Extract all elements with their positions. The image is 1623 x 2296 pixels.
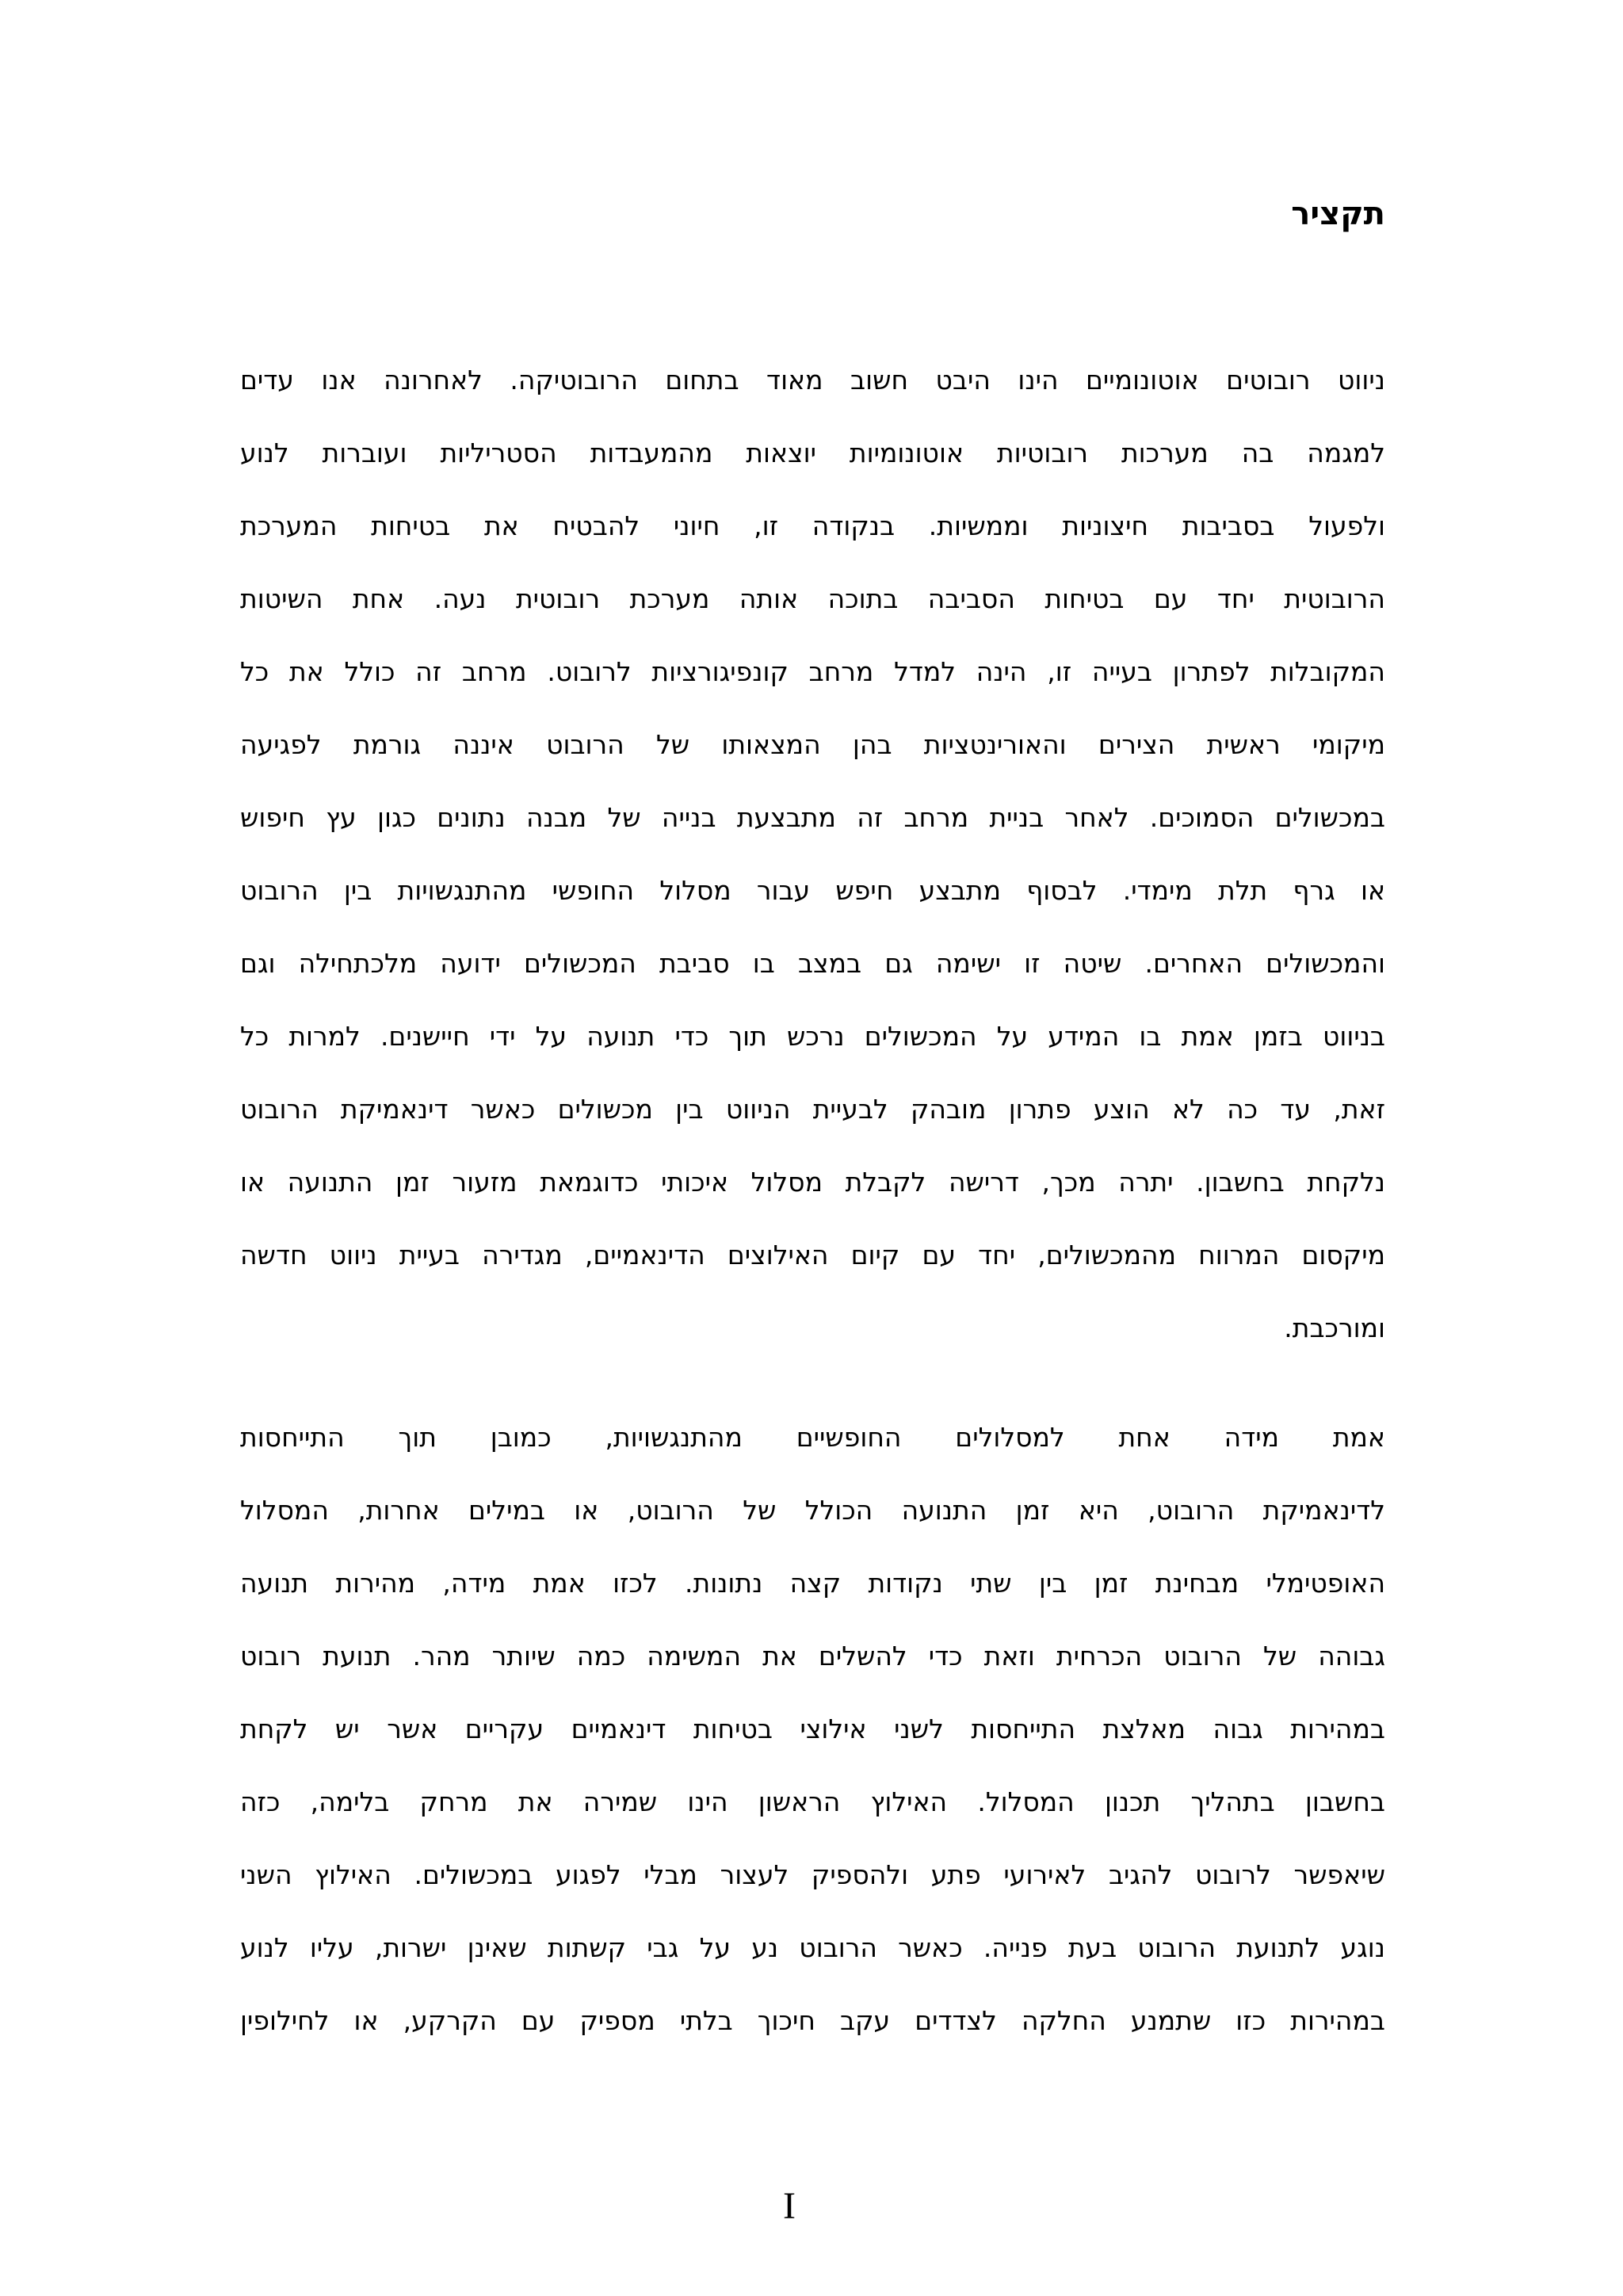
abstract-paragraph-1	[240, 344, 1385, 1365]
text-line: זאת, עד כה לא הוצע פתרון מובהק לבעיית הניווט בין מכשולים כאשר דינאמיקת הרובוט	[240, 1094, 1385, 1125]
text-line: המקובלות לפתרון בעייה זו, הינה למדל מרחב קונפיגורציות לרובוט. מרחב זה כולל את כל	[240, 656, 1385, 687]
text-line: בניווט בזמן אמת בו המידע על המכשולים נרכש תוך כדי תנועה על ידי חיישנים. למרות כל	[240, 1021, 1385, 1052]
abstract-heading: תקציר	[1291, 196, 1385, 232]
text-line: האופטימלי מבחינת זמן בין שתי נקודות קצה נתונות. לכזו אמת מידה, מהירות תנועה	[240, 1568, 1385, 1599]
text-line: אמת מידה אחת למסלולים החופשיים מהתנגשויות, כמובן תוך התייחסות	[240, 1422, 1385, 1453]
text-line: והמכשולים האחרים. שיטה זו ישימה גם במצב בו סביבת המכשולים ידועה מלכתחילה וגם	[240, 948, 1385, 979]
text-line: שיאפשר לרובוט להגיב לאירועי פתע ולהספיק לעצור מבלי לפגוע במכשולים. האילוץ השני	[240, 1859, 1385, 1890]
text-line: למגמה בה מערכות רובוטיות אוטונומיות יוצאות מהמעבדות הסטריליות ועוברות לנוע	[240, 437, 1385, 468]
text-line: ולפעול בסביבות חיצוניות וממשיות. בנקודה זו, חיוני להבטיח את בטיחות המערכת	[240, 510, 1385, 541]
text-line: במהירות כזו שתמנע החלקה לצדדים עקב חיכוך בלתי מספיק עם הקרקע, או לחילופין	[240, 2005, 1385, 2036]
text-line: לדינאמיקת הרובוט, היא זמן התנועה הכולל של הרובוט, או במילים אחרות, המסלול	[240, 1495, 1385, 1526]
text-line: או גרף תלת מימדי. לבסוף מתבצע חיפש עבור מסלול החופשי מהתנגשויות בין הרובוט	[240, 875, 1385, 906]
abstract-paragraph-2	[240, 1401, 1385, 2057]
text-line: מיקסום המרווח מהמכשולים, יחד עם קיום האילוצים הדינאמיים, מגדירה בעיית ניווט חדשה	[240, 1240, 1385, 1270]
text-line: בחשבון בתהליך תכנון המסלול. האילוץ הראשון הינו שמירה את מרחק בלימה, כזה	[240, 1786, 1385, 1817]
text-line: במהירות גבוה מאלצת התייחסות לשני אילוצי בטיחות דינאמיים עקריים אשר יש לקחת	[240, 1713, 1385, 1744]
text-line: הרובוטית יחד עם בטיחות הסביבה בתוכה אותה מערכת רובוטית נעה. אחת השיטות	[240, 583, 1385, 614]
text-line: גבוהה של הרובוט הכרחית וזאת כדי להשלים את המשימה כמה שיותר מהר. תנועת רובוט	[240, 1641, 1385, 1671]
text-line: נוגע לתנועת הרובוט בעת פנייה. כאשר הרובוט נע על גבי קשתות שאינן ישרות, עליו לנוע	[240, 1932, 1385, 1963]
text-line: מיקומי ראשית הצירים והאורינטציות בהן המצאותו של הרובוט איננה גורמת לפגיעה	[240, 729, 1385, 760]
text-line: במכשולים הסמוכים. לאחר בניית מרחב זה מתבצעת בנייה של מבנה נתונים כגון עץ חיפוש	[240, 802, 1385, 833]
text-line: נלקחת בחשבון. יתרה מכך, דרישה לקבלת מסלול איכותי כדוגמאת מזעור זמן התנועה או	[240, 1167, 1385, 1198]
text-line: ומורכבת.	[1284, 1312, 1385, 1343]
text-line: ניווט רובוטים אוטונומיים הינו היבט חשוב מאוד בתחום הרובוטיקה. לאחרונה אנו עדים	[240, 365, 1385, 395]
page-number: I	[783, 2185, 796, 2227]
